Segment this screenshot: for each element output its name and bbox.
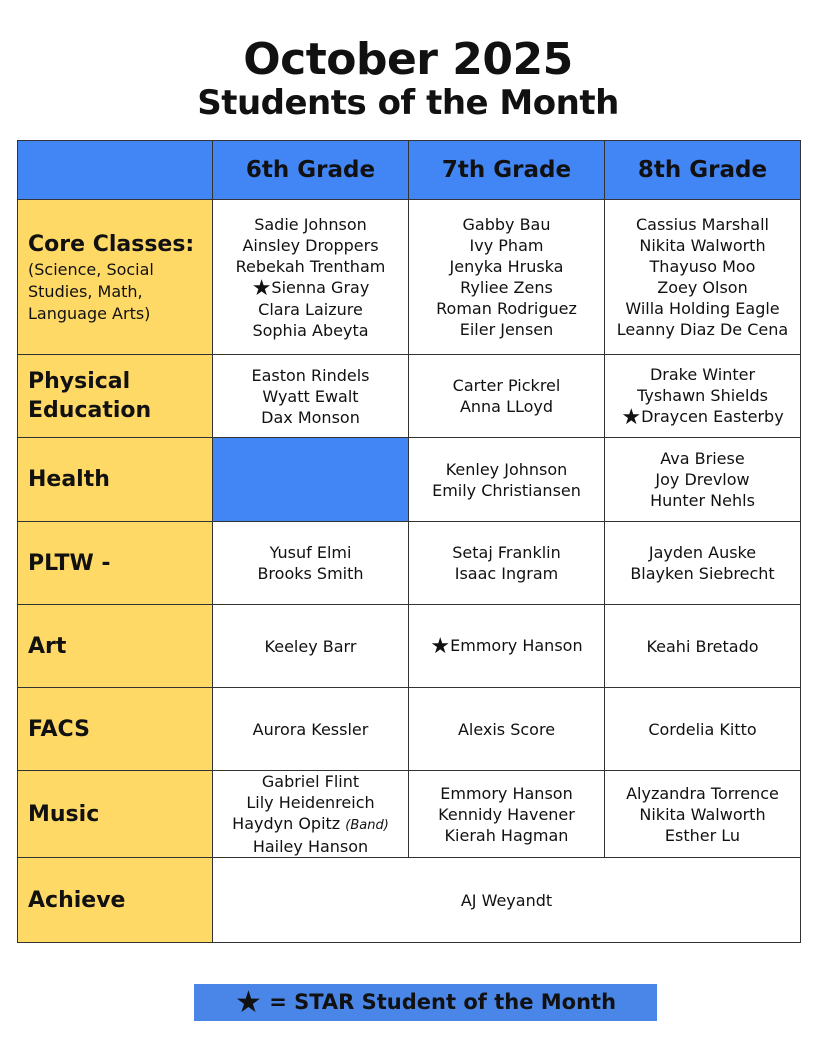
page-title: October 2025 [243,34,573,85]
student-name: Cassius Marshall [635,215,769,234]
category-label: Physical Education [18,355,213,438]
names-cell-6th [213,200,409,355]
student-name: AJ Weyandt [213,858,801,943]
student-name: Setaj Franklin [452,543,561,562]
names-cell-7th [409,200,605,355]
table-row-pltw [18,522,801,605]
student-name: Alyzandra Torrence [626,783,779,803]
student-name: Alexis Score [457,719,556,739]
student-name: Esther Lu [664,825,741,845]
student-name: Kierah Hagman [444,825,569,845]
student-name: Sophia Abeyta [252,320,369,340]
star-icon: ★ [621,405,642,430]
student-name: Eiler Jensen [459,320,554,339]
student-name: Thayuso Moo [649,257,756,276]
names-cell-8th [605,355,801,438]
names-cell-7th [409,355,605,438]
student-name: Wyatt Ewalt [262,386,359,406]
student-name: Ivy Pham [469,236,544,255]
table-row-music [18,771,801,858]
student-name: Easton Rindels [251,365,370,385]
column-header-6th: 6th Grade [213,141,409,200]
names-cell-7th [409,771,605,858]
names-cell-8th [605,688,801,771]
names-cell-8th [605,605,801,688]
table-row-physical-education [18,355,801,438]
category-label: Music [18,771,213,858]
student-name: Jayden Auske [648,543,757,562]
student-name: Brooks Smith [257,564,364,583]
student-name: Kenley Johnson [445,459,568,479]
empty-cell-6th [213,438,409,522]
student-name: Aurora Kessler [252,719,369,739]
student-name: Clara Laizure [258,299,363,319]
table-row-facs [18,688,801,771]
student-name: Jenyka Hruska [449,257,564,276]
student-name: Gabriel Flint [261,772,360,791]
student-name: Ryliee Zens [460,278,553,297]
student-name: Kennidy Havener [438,804,575,824]
student-name: Keahi Bretado [646,636,759,656]
table-header-row [18,141,801,200]
student-name: Dax Monson [261,407,360,427]
star-icon: ★ [234,985,262,1020]
table-row-health [18,438,801,522]
category-label: Health [18,438,213,522]
student-name: Joy Drevlow [655,470,750,489]
names-cell-8th [605,200,801,355]
student-name: Lily Heidenreich [246,793,375,812]
category-sublabel: (Science, Social Studies, Math, Language Arts) [28,259,154,323]
table-row-core-classes [18,200,801,355]
names-cell-6th [213,522,409,605]
student-name: Blayken Siebrecht [630,564,775,583]
student-name: Tyshawn Shields [637,386,768,405]
names-cell-6th [213,771,409,858]
student-name: Hunter Nehls [650,491,755,510]
page-subtitle: Students of the Month [197,83,619,123]
names-cell-7th [409,688,605,771]
category-label: FACS [18,688,213,771]
names-cell-7th [409,438,605,522]
names-cell-7th [409,605,605,688]
student-name: Emily Christiansen [432,480,581,500]
student-name: Hailey Hanson [252,837,369,856]
student-name: Emmory Hanson [450,636,583,655]
star-legend [194,984,657,1021]
student-name: Nikita Walworth [639,804,766,824]
names-cell-6th [213,688,409,771]
student-name: Sadie Johnson [254,214,367,234]
student-name: Keeley Barr [264,636,357,656]
category-label: Art [18,605,213,688]
student-name: Sienna Gray [271,277,370,297]
student-name: Haydyn Opitz [232,814,341,833]
student-name: Draycen Easterby [641,407,784,426]
category-label: PLTW - [18,522,213,605]
category-cell [18,200,213,355]
names-cell-8th [605,438,801,522]
student-name: Carter Pickrel [452,376,561,395]
student-name: Leanny Diaz De Cena [616,320,789,339]
names-cell-7th [409,522,605,605]
legend-text: = STAR Student of the Month [269,990,617,1014]
table-row-achieve [18,858,801,943]
star-icon: ★ [251,275,272,301]
student-name: Isaac Ingram [454,564,559,583]
column-header-7th: 7th Grade [409,141,605,200]
student-name: Emmory Hanson [440,783,573,803]
names-cell-6th [213,605,409,688]
student-name: Anna LLoyd [459,397,554,416]
student-name: Yusuf Elmi [269,543,352,562]
names-cell-8th [605,771,801,858]
category-label: Core Classes: [28,231,195,257]
student-name: Gabby Bau [462,215,551,234]
student-name: Cordelia Kitto [648,719,757,739]
student-name: Ava Briese [660,449,745,468]
student-name: Roman Rodriguez [436,299,577,318]
column-header-8th: 8th Grade [605,141,801,200]
student-name: Willa Holding Eagle [625,299,780,318]
names-cell-6th [213,355,409,438]
student-name: Nikita Walworth [639,236,766,255]
names-cell-8th [605,522,801,605]
category-label: Achieve [18,858,213,943]
student-name: Rebekah Trentham [235,256,386,276]
band-note: (Band) [345,818,389,833]
students-table [17,140,801,943]
student-name: Drake Winter [649,365,756,384]
star-icon: ★ [430,634,451,659]
student-name: Ainsley Droppers [242,235,379,255]
header-blank-cell [18,141,213,200]
table-row-art [18,605,801,688]
student-name: Zoey Olson [657,278,748,297]
